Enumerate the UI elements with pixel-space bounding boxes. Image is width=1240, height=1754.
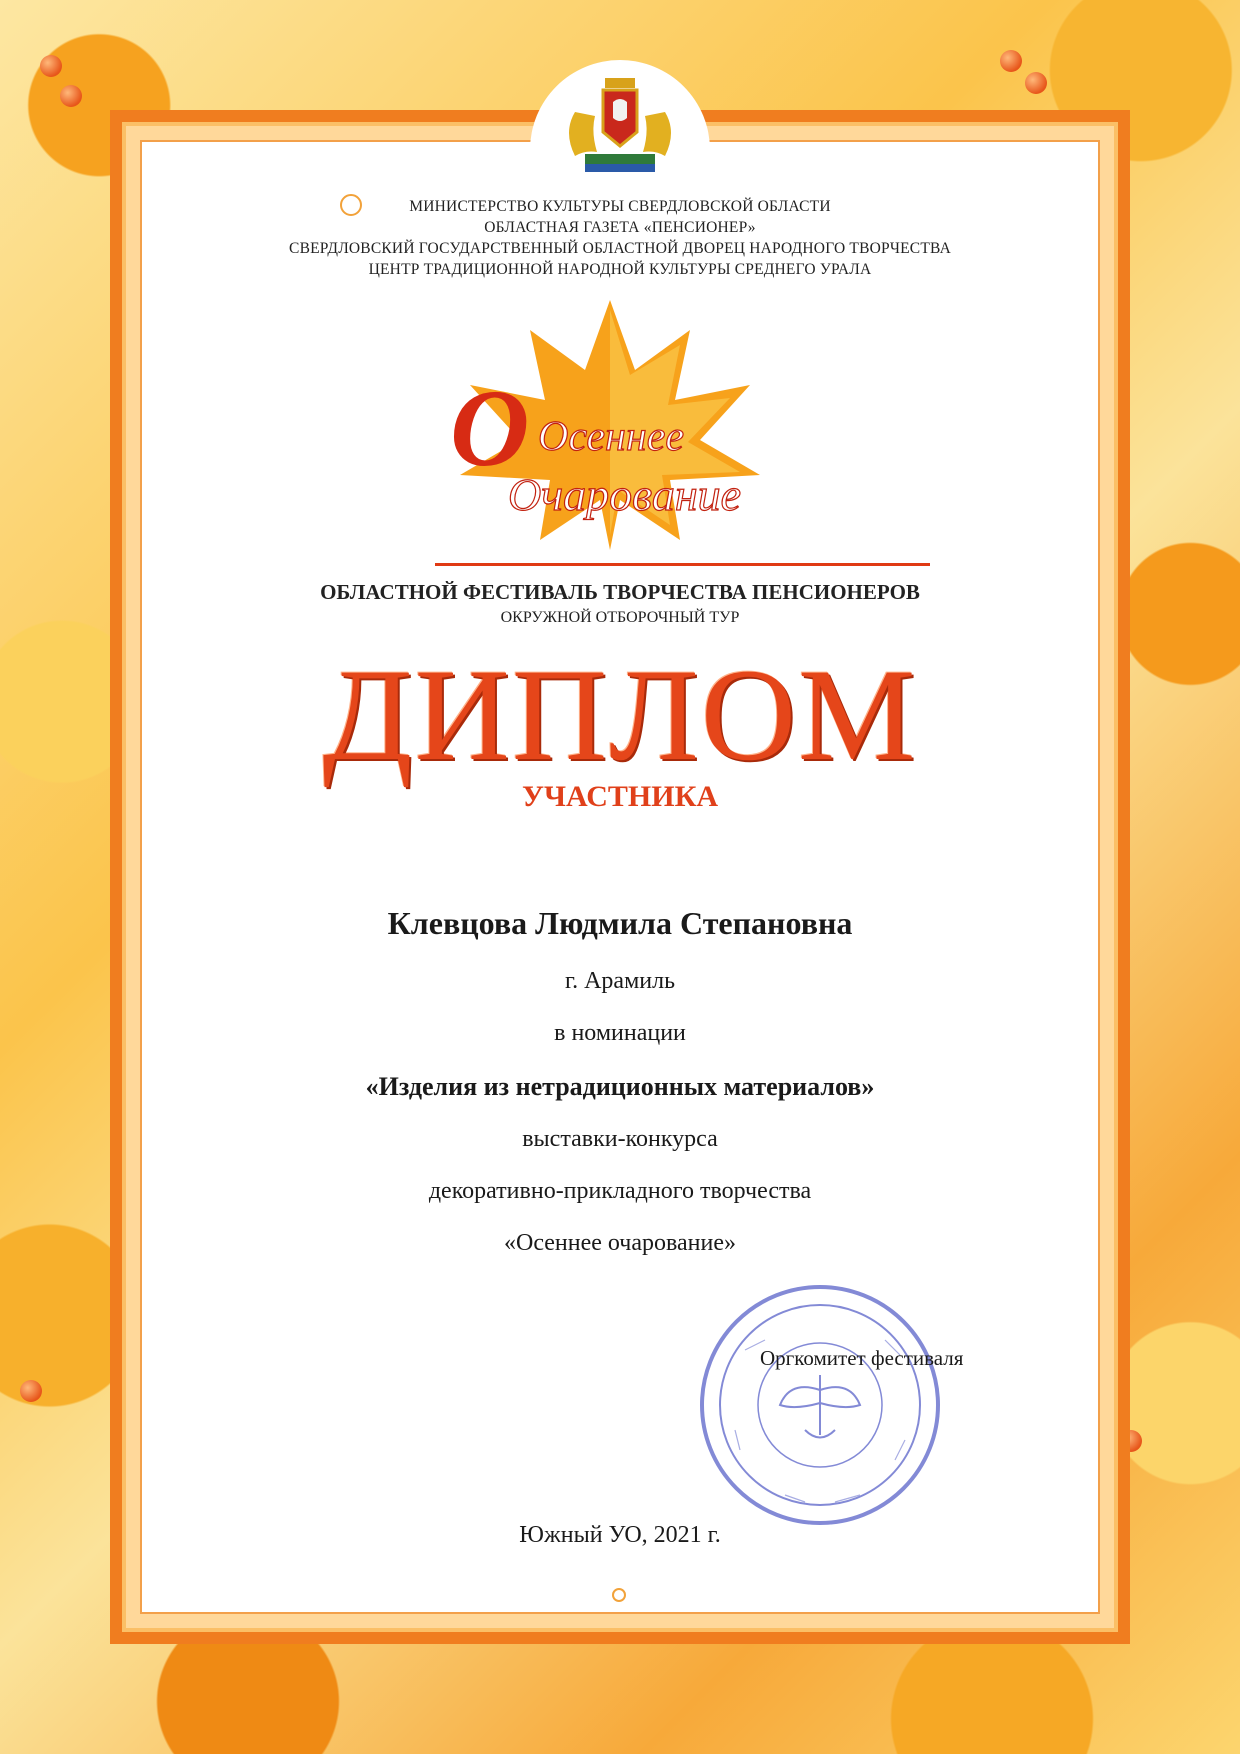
nomination-intro: в номинации <box>554 1020 686 1046</box>
exhibition-line2: декоративно-прикладного творчества <box>428 1178 812 1204</box>
organizer-line: ОБЛАСТНАЯ ГАЗЕТА «ПЕНСИОНЕР» <box>484 219 756 236</box>
exhibition-line1: выставки-конкурса <box>522 1126 718 1152</box>
rowan-berry-decoration <box>60 85 82 107</box>
rowan-berry-decoration <box>20 1380 42 1402</box>
official-stamp <box>695 1280 945 1530</box>
logo-initial: О <box>450 367 530 489</box>
ornament-dot <box>612 1588 626 1602</box>
coat-of-arms-icon <box>555 72 685 182</box>
logo-line1: Осеннее <box>538 414 685 460</box>
organizer-line: МИНИСТЕРСТВО КУЛЬТУРЫ СВЕРДЛОВСКОЙ ОБЛАСТИ <box>409 198 831 215</box>
committee-signature: Оргкомитет фестиваля <box>760 1346 964 1370</box>
festival-title: ОБЛАСТНОЙ ФЕСТИВАЛЬ ТВОРЧЕСТВА ПЕНСИОНЕРОВ <box>320 580 920 604</box>
festival-logo <box>430 290 790 560</box>
organizer-line: СВЕРДЛОВСКИЙ ГОСУДАРСТВЕННЫЙ ОБЛАСТНОЙ ДВОРЕЦ НАРОДНОГО ТВОРЧЕСТВА <box>289 240 951 257</box>
organizers-list <box>160 196 1080 280</box>
footer-place-year: Южный УО, 2021 г. <box>519 1522 721 1548</box>
rowan-berry-decoration <box>1025 72 1047 94</box>
rowan-berry-decoration <box>1000 50 1022 72</box>
nomination-title: «Изделия из нетрадиционных материалов» <box>365 1072 875 1101</box>
logo-underline <box>435 563 930 566</box>
logo-line2: Очарование <box>508 469 742 520</box>
festival-name: «Осеннее очарование» <box>503 1230 737 1256</box>
eagle-icon <box>780 1375 860 1438</box>
diploma-kind: УЧАСТНИКА <box>522 780 718 813</box>
recipient-name: Клевцова Людмила Степановна <box>387 905 853 941</box>
organizer-line: ЦЕНТР ТРАДИЦИОННОЙ НАРОДНОЙ КУЛЬТУРЫ СРЕДНЕГО УРАЛА <box>368 261 872 278</box>
rowan-berry-decoration <box>40 55 62 77</box>
festival-subtitle: ОКРУЖНОЙ ОТБОРОЧНЫЙ ТУР <box>500 609 740 626</box>
diploma-title: ДИПЛОМ <box>322 641 918 788</box>
recipient-city: г. Арамиль <box>564 968 676 994</box>
